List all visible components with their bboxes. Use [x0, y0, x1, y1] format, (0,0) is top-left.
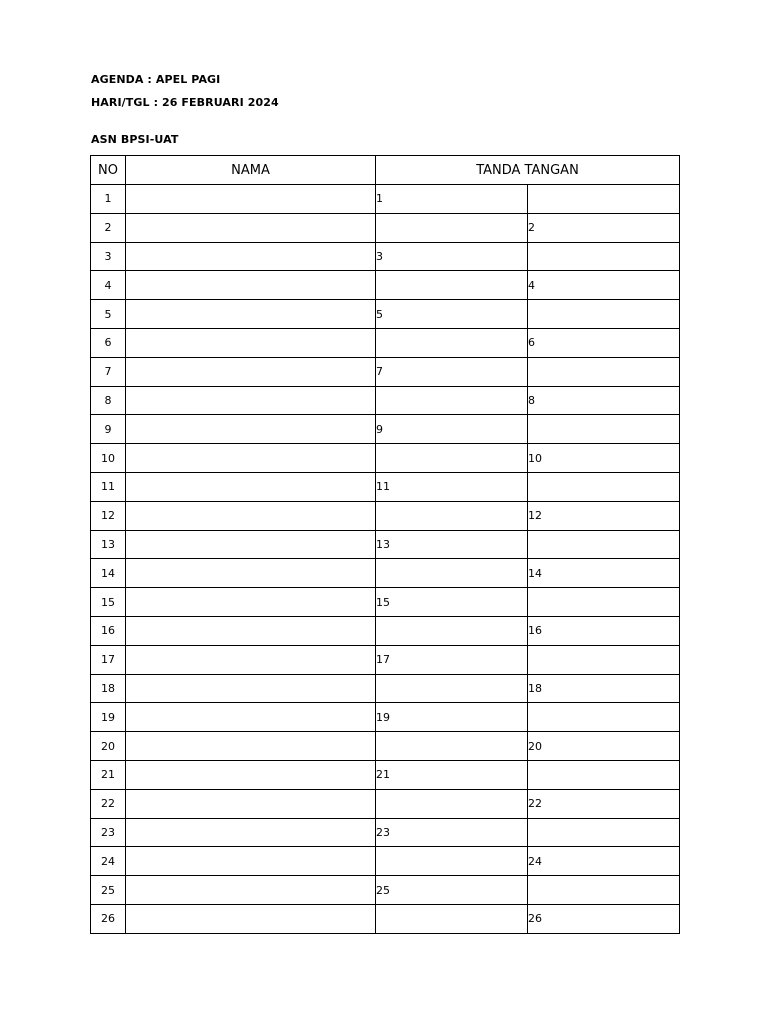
signature-cell-right[interactable]: 8	[528, 386, 680, 415]
row-number-cell: 10	[91, 444, 126, 473]
signature-cell-right[interactable]	[528, 415, 680, 444]
table-row	[91, 904, 680, 933]
column-header-no: NO	[91, 156, 126, 185]
name-cell[interactable]	[126, 818, 376, 847]
row-number-cell: 2	[91, 213, 126, 242]
signature-cell-right[interactable]: 2	[528, 213, 680, 242]
row-number-cell: 25	[91, 876, 126, 905]
table-row	[91, 818, 680, 847]
row-number-cell: 11	[91, 472, 126, 501]
name-cell[interactable]	[126, 213, 376, 242]
signature-cell-left[interactable]: 7	[376, 357, 528, 386]
signature-cell-left[interactable]: 17	[376, 645, 528, 674]
row-number-cell: 7	[91, 357, 126, 386]
name-cell[interactable]	[126, 588, 376, 617]
name-cell[interactable]	[126, 876, 376, 905]
signature-cell-right[interactable]: 16	[528, 616, 680, 645]
table-row	[91, 559, 680, 588]
name-cell[interactable]	[126, 386, 376, 415]
table-row	[91, 645, 680, 674]
signature-cell-right[interactable]: 24	[528, 847, 680, 876]
table-row	[91, 242, 680, 271]
signature-cell-left[interactable]: 9	[376, 415, 528, 444]
table-header-row	[91, 156, 680, 185]
signature-cell-left[interactable]: 21	[376, 760, 528, 789]
name-cell[interactable]	[126, 789, 376, 818]
name-cell[interactable]	[126, 732, 376, 761]
signature-cell-left[interactable]	[376, 271, 528, 300]
table-row	[91, 674, 680, 703]
row-number-cell: 6	[91, 328, 126, 357]
name-cell[interactable]	[126, 645, 376, 674]
signature-cell-right[interactable]	[528, 185, 680, 214]
agenda-heading: AGENDA : APEL PAGI	[91, 73, 221, 86]
signature-cell-right[interactable]	[528, 530, 680, 559]
table-body	[91, 185, 680, 934]
row-number-cell: 23	[91, 818, 126, 847]
row-number-cell: 1	[91, 185, 126, 214]
name-cell[interactable]	[126, 271, 376, 300]
row-number-cell: 21	[91, 760, 126, 789]
row-number-cell: 3	[91, 242, 126, 271]
table-row	[91, 444, 680, 473]
row-number-cell: 24	[91, 847, 126, 876]
signature-cell-right[interactable]	[528, 760, 680, 789]
signature-cell-right[interactable]	[528, 242, 680, 271]
table-row	[91, 847, 680, 876]
signature-cell-right[interactable]: 12	[528, 501, 680, 530]
signature-cell-right[interactable]: 4	[528, 271, 680, 300]
table-row	[91, 271, 680, 300]
name-cell[interactable]	[126, 674, 376, 703]
name-cell[interactable]	[126, 328, 376, 357]
table-row	[91, 328, 680, 357]
table-row	[91, 703, 680, 732]
table-row	[91, 300, 680, 329]
name-cell[interactable]	[126, 444, 376, 473]
signature-cell-right[interactable]	[528, 645, 680, 674]
name-cell[interactable]	[126, 415, 376, 444]
name-cell[interactable]	[126, 847, 376, 876]
table-row	[91, 760, 680, 789]
signature-cell-right[interactable]: 6	[528, 328, 680, 357]
table-row	[91, 588, 680, 617]
signature-cell-left[interactable]	[376, 559, 528, 588]
table-row	[91, 386, 680, 415]
signature-cell-left[interactable]: 13	[376, 530, 528, 559]
signature-cell-left[interactable]: 19	[376, 703, 528, 732]
table-row	[91, 530, 680, 559]
row-number-cell: 9	[91, 415, 126, 444]
signature-cell-left[interactable]	[376, 847, 528, 876]
row-number-cell: 22	[91, 789, 126, 818]
row-number-cell: 8	[91, 386, 126, 415]
row-number-cell: 13	[91, 530, 126, 559]
signature-cell-right[interactable]	[528, 876, 680, 905]
signature-cell-right[interactable]	[528, 300, 680, 329]
signature-cell-right[interactable]: 26	[528, 904, 680, 933]
name-cell[interactable]	[126, 357, 376, 386]
signature-cell-left[interactable]: 11	[376, 472, 528, 501]
row-number-cell: 4	[91, 271, 126, 300]
name-cell[interactable]	[126, 242, 376, 271]
table-row	[91, 213, 680, 242]
signature-cell-left[interactable]	[376, 213, 528, 242]
signature-cell-left[interactable]	[376, 386, 528, 415]
signature-cell-left[interactable]	[376, 328, 528, 357]
signature-cell-left[interactable]	[376, 674, 528, 703]
table-row	[91, 501, 680, 530]
table-row	[91, 357, 680, 386]
table-row	[91, 732, 680, 761]
row-number-cell: 20	[91, 732, 126, 761]
signature-cell-left[interactable]: 25	[376, 876, 528, 905]
name-cell[interactable]	[126, 185, 376, 214]
signature-cell-right[interactable]	[528, 703, 680, 732]
group-heading: ASN BPSI-UAT	[91, 133, 179, 146]
signature-cell-right[interactable]	[528, 588, 680, 617]
signature-cell-right[interactable]: 22	[528, 789, 680, 818]
row-number-cell: 17	[91, 645, 126, 674]
signature-cell-right[interactable]: 20	[528, 732, 680, 761]
signature-cell-left[interactable]: 23	[376, 818, 528, 847]
table-row	[91, 472, 680, 501]
name-cell[interactable]	[126, 616, 376, 645]
signature-cell-left[interactable]: 1	[376, 185, 528, 214]
signature-cell-right[interactable]	[528, 818, 680, 847]
name-cell[interactable]	[126, 300, 376, 329]
row-number-cell: 26	[91, 904, 126, 933]
row-number-cell: 19	[91, 703, 126, 732]
table-row	[91, 616, 680, 645]
name-cell[interactable]	[126, 904, 376, 933]
table-row	[91, 415, 680, 444]
signature-cell-right[interactable]: 10	[528, 444, 680, 473]
name-cell[interactable]	[126, 703, 376, 732]
signature-cell-left[interactable]: 15	[376, 588, 528, 617]
table-row	[91, 789, 680, 818]
row-number-cell: 18	[91, 674, 126, 703]
name-cell[interactable]	[126, 559, 376, 588]
column-header-tanda-tangan: TANDA TANGAN	[376, 156, 680, 185]
table-row	[91, 876, 680, 905]
row-number-cell: 14	[91, 559, 126, 588]
signature-cell-right[interactable]	[528, 357, 680, 386]
table-row	[91, 185, 680, 214]
signature-cell-left[interactable]	[376, 616, 528, 645]
date-heading: HARI/TGL : 26 FEBRUARI 2024	[91, 96, 279, 109]
column-header-nama: NAMA	[126, 156, 376, 185]
signature-cell-right[interactable]: 14	[528, 559, 680, 588]
name-cell[interactable]	[126, 760, 376, 789]
signature-cell-left[interactable]	[376, 732, 528, 761]
name-cell[interactable]	[126, 530, 376, 559]
attendance-table	[90, 155, 680, 934]
name-cell[interactable]	[126, 472, 376, 501]
row-number-cell: 12	[91, 501, 126, 530]
signature-cell-left[interactable]	[376, 501, 528, 530]
name-cell[interactable]	[126, 501, 376, 530]
row-number-cell: 15	[91, 588, 126, 617]
signature-cell-left[interactable]	[376, 444, 528, 473]
signature-cell-right[interactable]: 18	[528, 674, 680, 703]
signature-cell-left[interactable]: 5	[376, 300, 528, 329]
signature-cell-right[interactable]	[528, 472, 680, 501]
signature-cell-left[interactable]: 3	[376, 242, 528, 271]
row-number-cell: 16	[91, 616, 126, 645]
signature-cell-left[interactable]	[376, 904, 528, 933]
row-number-cell: 5	[91, 300, 126, 329]
signature-cell-left[interactable]	[376, 789, 528, 818]
